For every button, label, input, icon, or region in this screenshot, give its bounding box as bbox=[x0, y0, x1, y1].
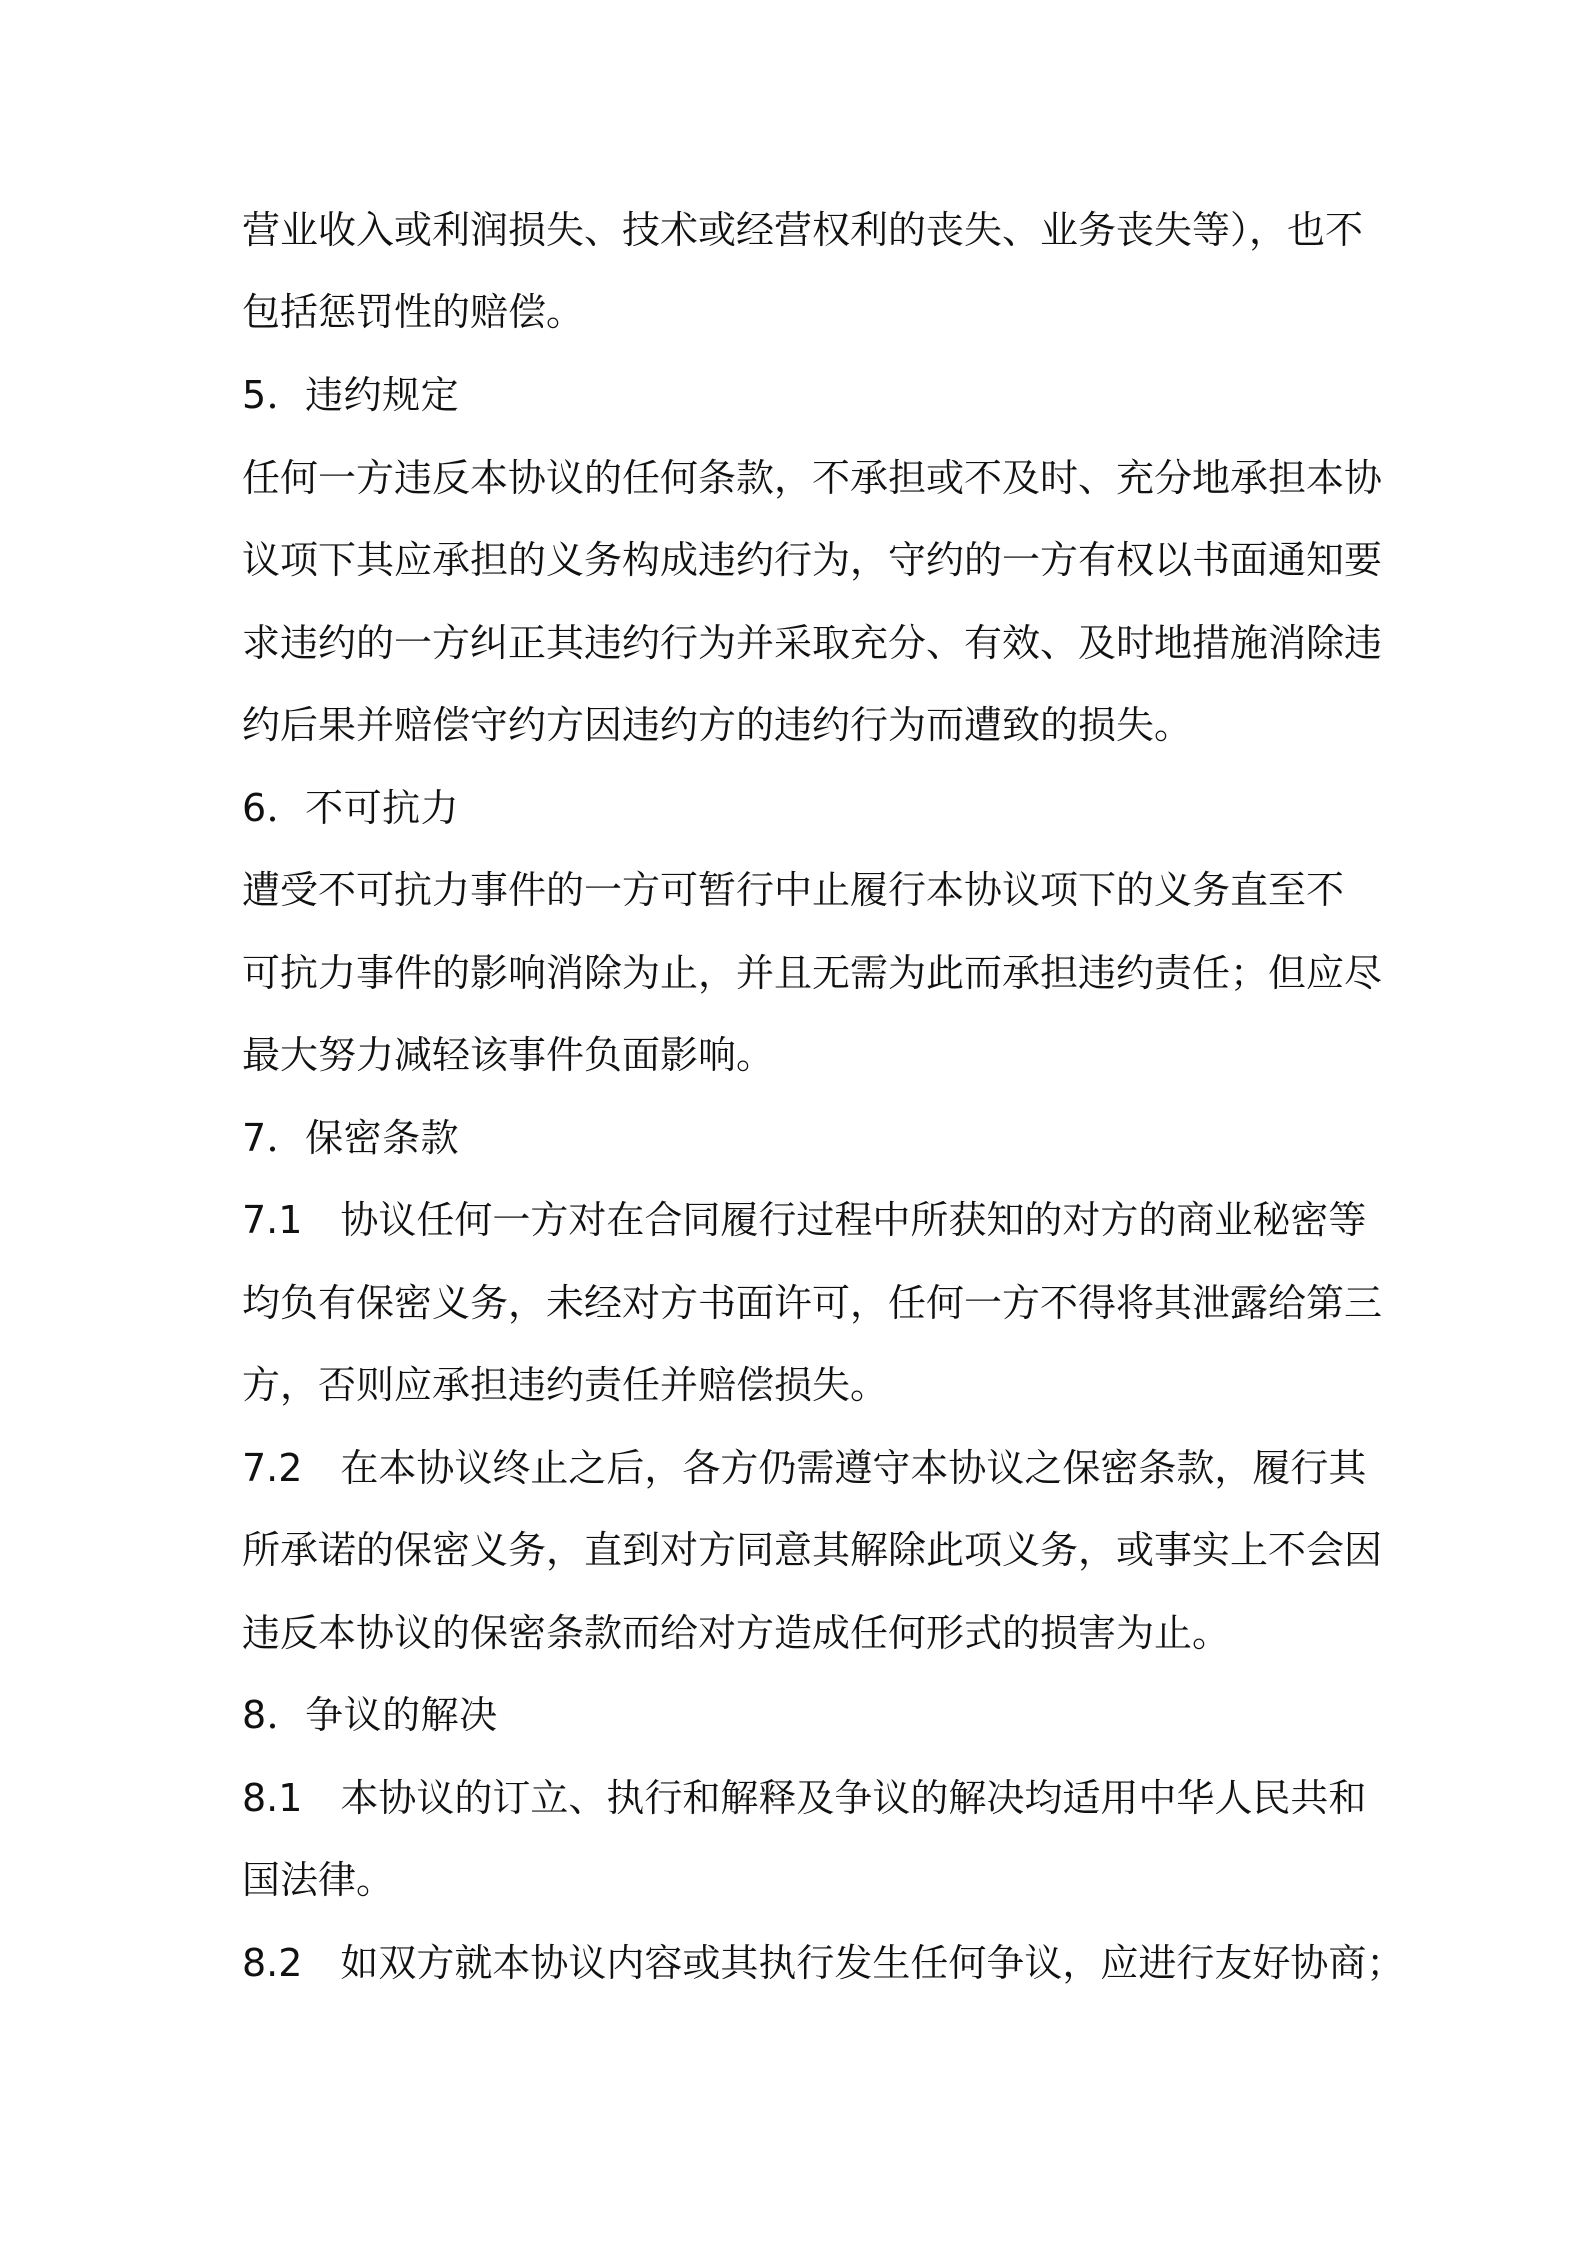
body-text-line: 违反本协议的保密条款而给对方造成任何形式的损害为止。 bbox=[242, 1611, 1231, 1655]
body-text-line: 可抗力事件的影响消除为止，并且无需为此而承担违约责任；但应尽 bbox=[242, 951, 1383, 995]
section-heading-force-majeure: 6．不可抗力 bbox=[242, 786, 460, 830]
body-text-line: 国法律。 bbox=[242, 1858, 395, 1902]
body-text-line: 任何一方违反本协议的任何条款，不承担或不及时、充分地承担本协 bbox=[242, 456, 1383, 500]
body-text-line: 遭受不可抗力事件的一方可暂行中止履行本协议项下的义务直至不 bbox=[242, 868, 1345, 912]
body-text-line: 均负有保密义务，未经对方书面许可，任何一方不得将其泄露给第三 bbox=[242, 1281, 1383, 1325]
body-text-line: 营业收入或利润损失、技术或经营权利的丧失、业务丧失等），也不 bbox=[242, 208, 1364, 252]
body-text-line: 议项下其应承担的义务构成违约行为，守约的一方有权以书面通知要 bbox=[242, 538, 1383, 582]
body-text-line: 所承诺的保密义务，直到对方同意其解除此项义务，或事实上不会因 bbox=[242, 1528, 1383, 1572]
body-text-line: 约后果并赔偿守约方因违约方的违约行为而遭致的损失。 bbox=[242, 703, 1193, 747]
clause-7-1-line: 7.1 协议任何一方对在合同履行过程中所获知的对方的商业秘密等 bbox=[242, 1198, 1367, 1242]
clause-7-2-line: 7.2 在本协议终止之后，各方仍需遵守本协议之保密条款，履行其 bbox=[242, 1446, 1367, 1490]
body-text-line: 包括惩罚性的赔偿。 bbox=[242, 290, 585, 334]
body-text-line: 方，否则应承担违约责任并赔偿损失。 bbox=[242, 1363, 889, 1407]
clause-8-1-line: 8.1 本协议的订立、执行和解释及争议的解决均适用中华人民共和 bbox=[242, 1776, 1367, 1820]
clause-8-2-line: 8.2 如双方就本协议内容或其执行发生任何争议，应进行友好协商； bbox=[242, 1941, 1405, 1985]
body-text-line: 最大努力减轻该事件负面影响。 bbox=[242, 1033, 775, 1077]
body-text-line: 求违约的一方纠正其违约行为并采取充分、有效、及时地措施消除违 bbox=[242, 621, 1383, 665]
section-heading-breach: 5．违约规定 bbox=[242, 373, 460, 417]
section-heading-dispute-resolution: 8．争议的解决 bbox=[242, 1693, 498, 1737]
section-heading-confidentiality: 7．保密条款 bbox=[242, 1116, 460, 1160]
